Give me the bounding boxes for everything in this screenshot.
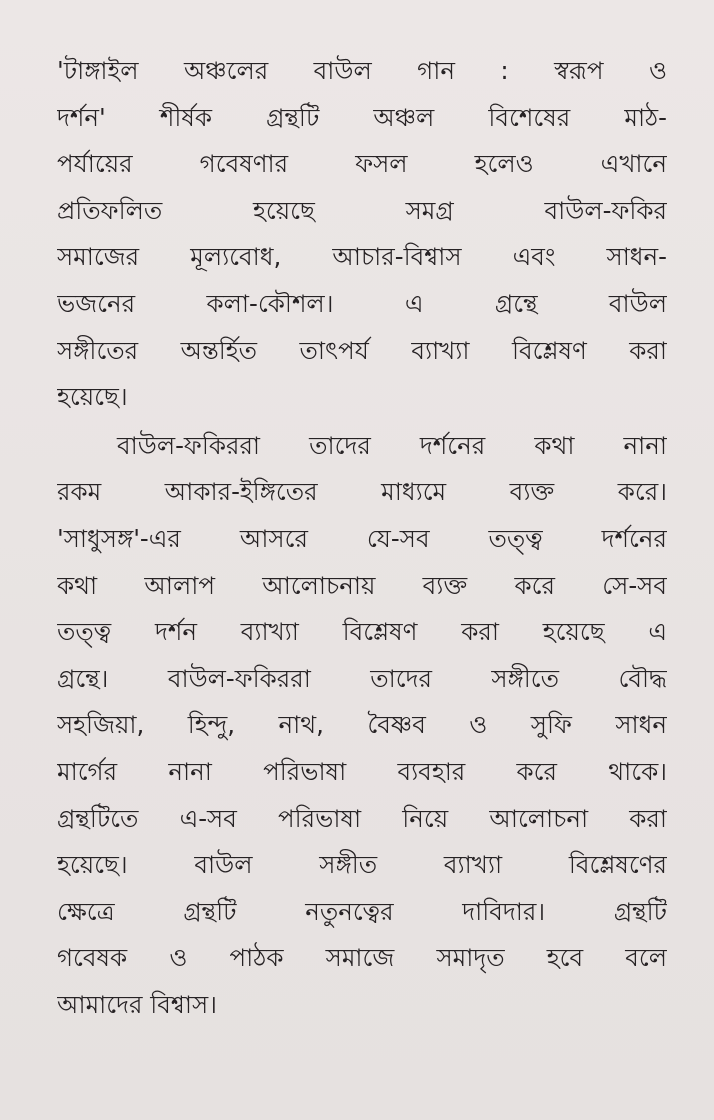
text-line: 'সাধুসঙ্গ'-এর আসরে যে-সব তত্ত্ব দর্শনের [57, 523, 667, 553]
text-line: পর্যায়ের গবেষণার ফসল হলেও এখানে [57, 149, 667, 179]
text-line: সঙ্গীতের অন্তর্হিত তাৎপর্য ব্যাখ্যা বিশ্লেষণ করা [57, 335, 667, 365]
text-line: গ্রন্থটিতে এ-সব পরিভাষা নিয়ে আলোচনা করা [57, 803, 667, 833]
text-line: মার্গের নানা পরিভাষা ব্যবহার করে থাকে। [57, 756, 667, 786]
paragraph-1 [57, 48, 667, 421]
text-line: সহজিয়া, হিন্দু, নাথ, বৈষ্ণব ও সুফি সাধন [57, 710, 667, 740]
text-line: প্রতিফলিত হয়েছে সমগ্র বাউল-ফকির [57, 195, 667, 225]
text-line: হয়েছে। [57, 382, 128, 412]
text-line: কথা আলাপ আলোচনায় ব্যক্ত করে সে-সব [57, 570, 667, 600]
text-line: গবেষক ও পাঠক সমাজে সমাদৃত হবে বলে [57, 943, 667, 973]
text-line: ভজনের কলা-কৌশল। এ গ্রন্থে বাউল [57, 288, 667, 318]
text-line: রকম আকার-ইঙ্গিতের মাধ্যমে ব্যক্ত করে। [57, 477, 667, 507]
text-line: আমাদের বিশ্বাস। [57, 989, 217, 1019]
body-text [57, 48, 667, 1028]
text-line: দর্শন' শীর্ষক গ্রন্থটি অঞ্চল বিশেষের মাঠ- [57, 102, 667, 132]
text-line: ক্ষেত্রে গ্রন্থটি নতুনত্বের দাবিদার। গ্রন্থটি [57, 896, 667, 926]
text-line: গ্রন্থে। বাউল-ফকিররা তাদের সঙ্গীতে বৌদ্ধ [57, 663, 667, 693]
text-line: সমাজের মূল্যবোধ, আচার-বিশ্বাস এবং সাধন- [57, 242, 667, 272]
text-line: হয়েছে। বাউল সঙ্গীত ব্যাখ্যা বিশ্লেষণের [57, 850, 667, 880]
text-line: তত্ত্ব দর্শন ব্যাখ্যা বিশ্লেষণ করা হয়েছে এ [57, 617, 667, 647]
paragraph-2 [57, 423, 667, 1029]
text-line: 'টাঙ্গাইল অঞ্চলের বাউল গান : স্বরূপ ও [57, 56, 667, 85]
text-line: বাউল-ফকিররা তাদের দর্শনের কথা নানা [117, 430, 667, 460]
